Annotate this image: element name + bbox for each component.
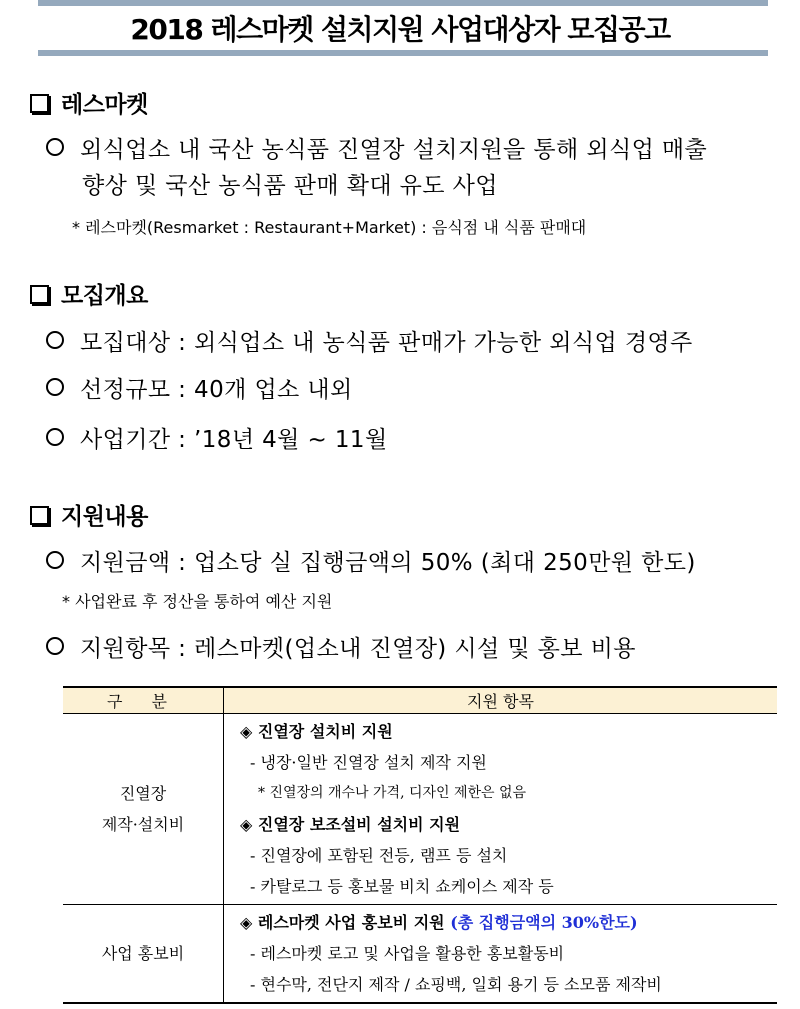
category-line: 진열장	[119, 784, 167, 803]
section-heading-resmarket: 레스마켓	[30, 90, 148, 120]
limit-highlight: (총 집행금액의 30%한도)	[450, 913, 638, 932]
table-header-row	[63, 687, 777, 714]
item-line: - 진열장에 포함된 전등, 램프 등 설치	[250, 846, 508, 865]
document-title: 2018 레스마켓 설치지원 사업대상자 모집공고	[130, 13, 670, 46]
category-line: 제작·설치비	[101, 815, 185, 834]
item-line: - 현수막, 전단지 제작 / 쇼핑백, 일회 용기 등 소모품 제작비	[250, 975, 662, 994]
circle-bullet-icon	[46, 378, 64, 396]
circle-bullet-icon	[46, 331, 64, 349]
title-top-bar	[38, 0, 768, 6]
header-support-items: 지원 항목	[224, 687, 778, 714]
title-bottom-bar	[38, 50, 768, 56]
table-row	[63, 905, 777, 1004]
support-items-table	[63, 686, 777, 1004]
recruit-target: 모집대상 : 외식업소 내 농식품 판매가 가능한 외식업 경영주	[46, 326, 693, 360]
item-line: - 레스마켓 로고 및 사업을 활용한 홍보활동비	[250, 944, 565, 963]
circle-bullet-icon	[46, 428, 64, 446]
category-cell: 사업 홍보비	[63, 905, 224, 1004]
header-category: 구 분	[63, 687, 224, 714]
resmarket-description: 외식업소 내 국산 농식품 진열장 설치지원을 통해 외식업 매출	[46, 133, 707, 167]
section-heading-recruitment: 모집개요	[30, 281, 148, 311]
section-heading-support: 지원내용	[30, 502, 148, 532]
items-cell	[224, 905, 778, 1004]
square-bullet-icon	[30, 285, 49, 304]
project-period: 사업기간 : ’18년 4월 ~ 11월	[46, 423, 388, 457]
selection-scale: 선정규모 : 40개 업소 내외	[46, 373, 353, 407]
item-heading: ◈ 진열장 설치비 지원	[240, 722, 393, 741]
item-line: - 카탈로그 등 홍보물 비치 쇼케이스 제작 등	[250, 877, 554, 896]
circle-bullet-icon	[46, 551, 64, 569]
support-items: 지원항목 : 레스마켓(업소내 진열장) 시설 및 홍보 비용	[46, 632, 636, 666]
item-heading: ◈ 레스마켓 사업 홍보비 지원 (총 집행금액의 30%한도)	[240, 913, 638, 932]
item-note: * 진열장의 개수나 가격, 디자인 제한은 없음	[258, 785, 527, 801]
resmarket-note: * 레스마켓(Resmarket : Restaurant+Market) : 음식점 내 식품 판매대	[72, 218, 587, 237]
item-line: - 냉장·일반 진열장 설치 제작 지원	[250, 753, 487, 772]
table-row	[63, 714, 777, 905]
circle-bullet-icon	[46, 637, 64, 655]
circle-bullet-icon	[46, 138, 64, 156]
square-bullet-icon	[30, 506, 49, 525]
category-cell	[63, 714, 224, 905]
resmarket-description-cont: 향상 및 국산 농식품 판매 확대 유도 사업	[82, 173, 498, 199]
item-heading: ◈ 진열장 보조설비 설치비 지원	[240, 815, 461, 834]
support-amount: 지원금액 : 업소당 실 집행금액의 50% (최대 250만원 한도)	[46, 546, 696, 580]
items-cell	[224, 714, 778, 905]
support-note: * 사업완료 후 정산을 통하여 예산 지원	[62, 592, 333, 611]
square-bullet-icon	[30, 94, 49, 113]
